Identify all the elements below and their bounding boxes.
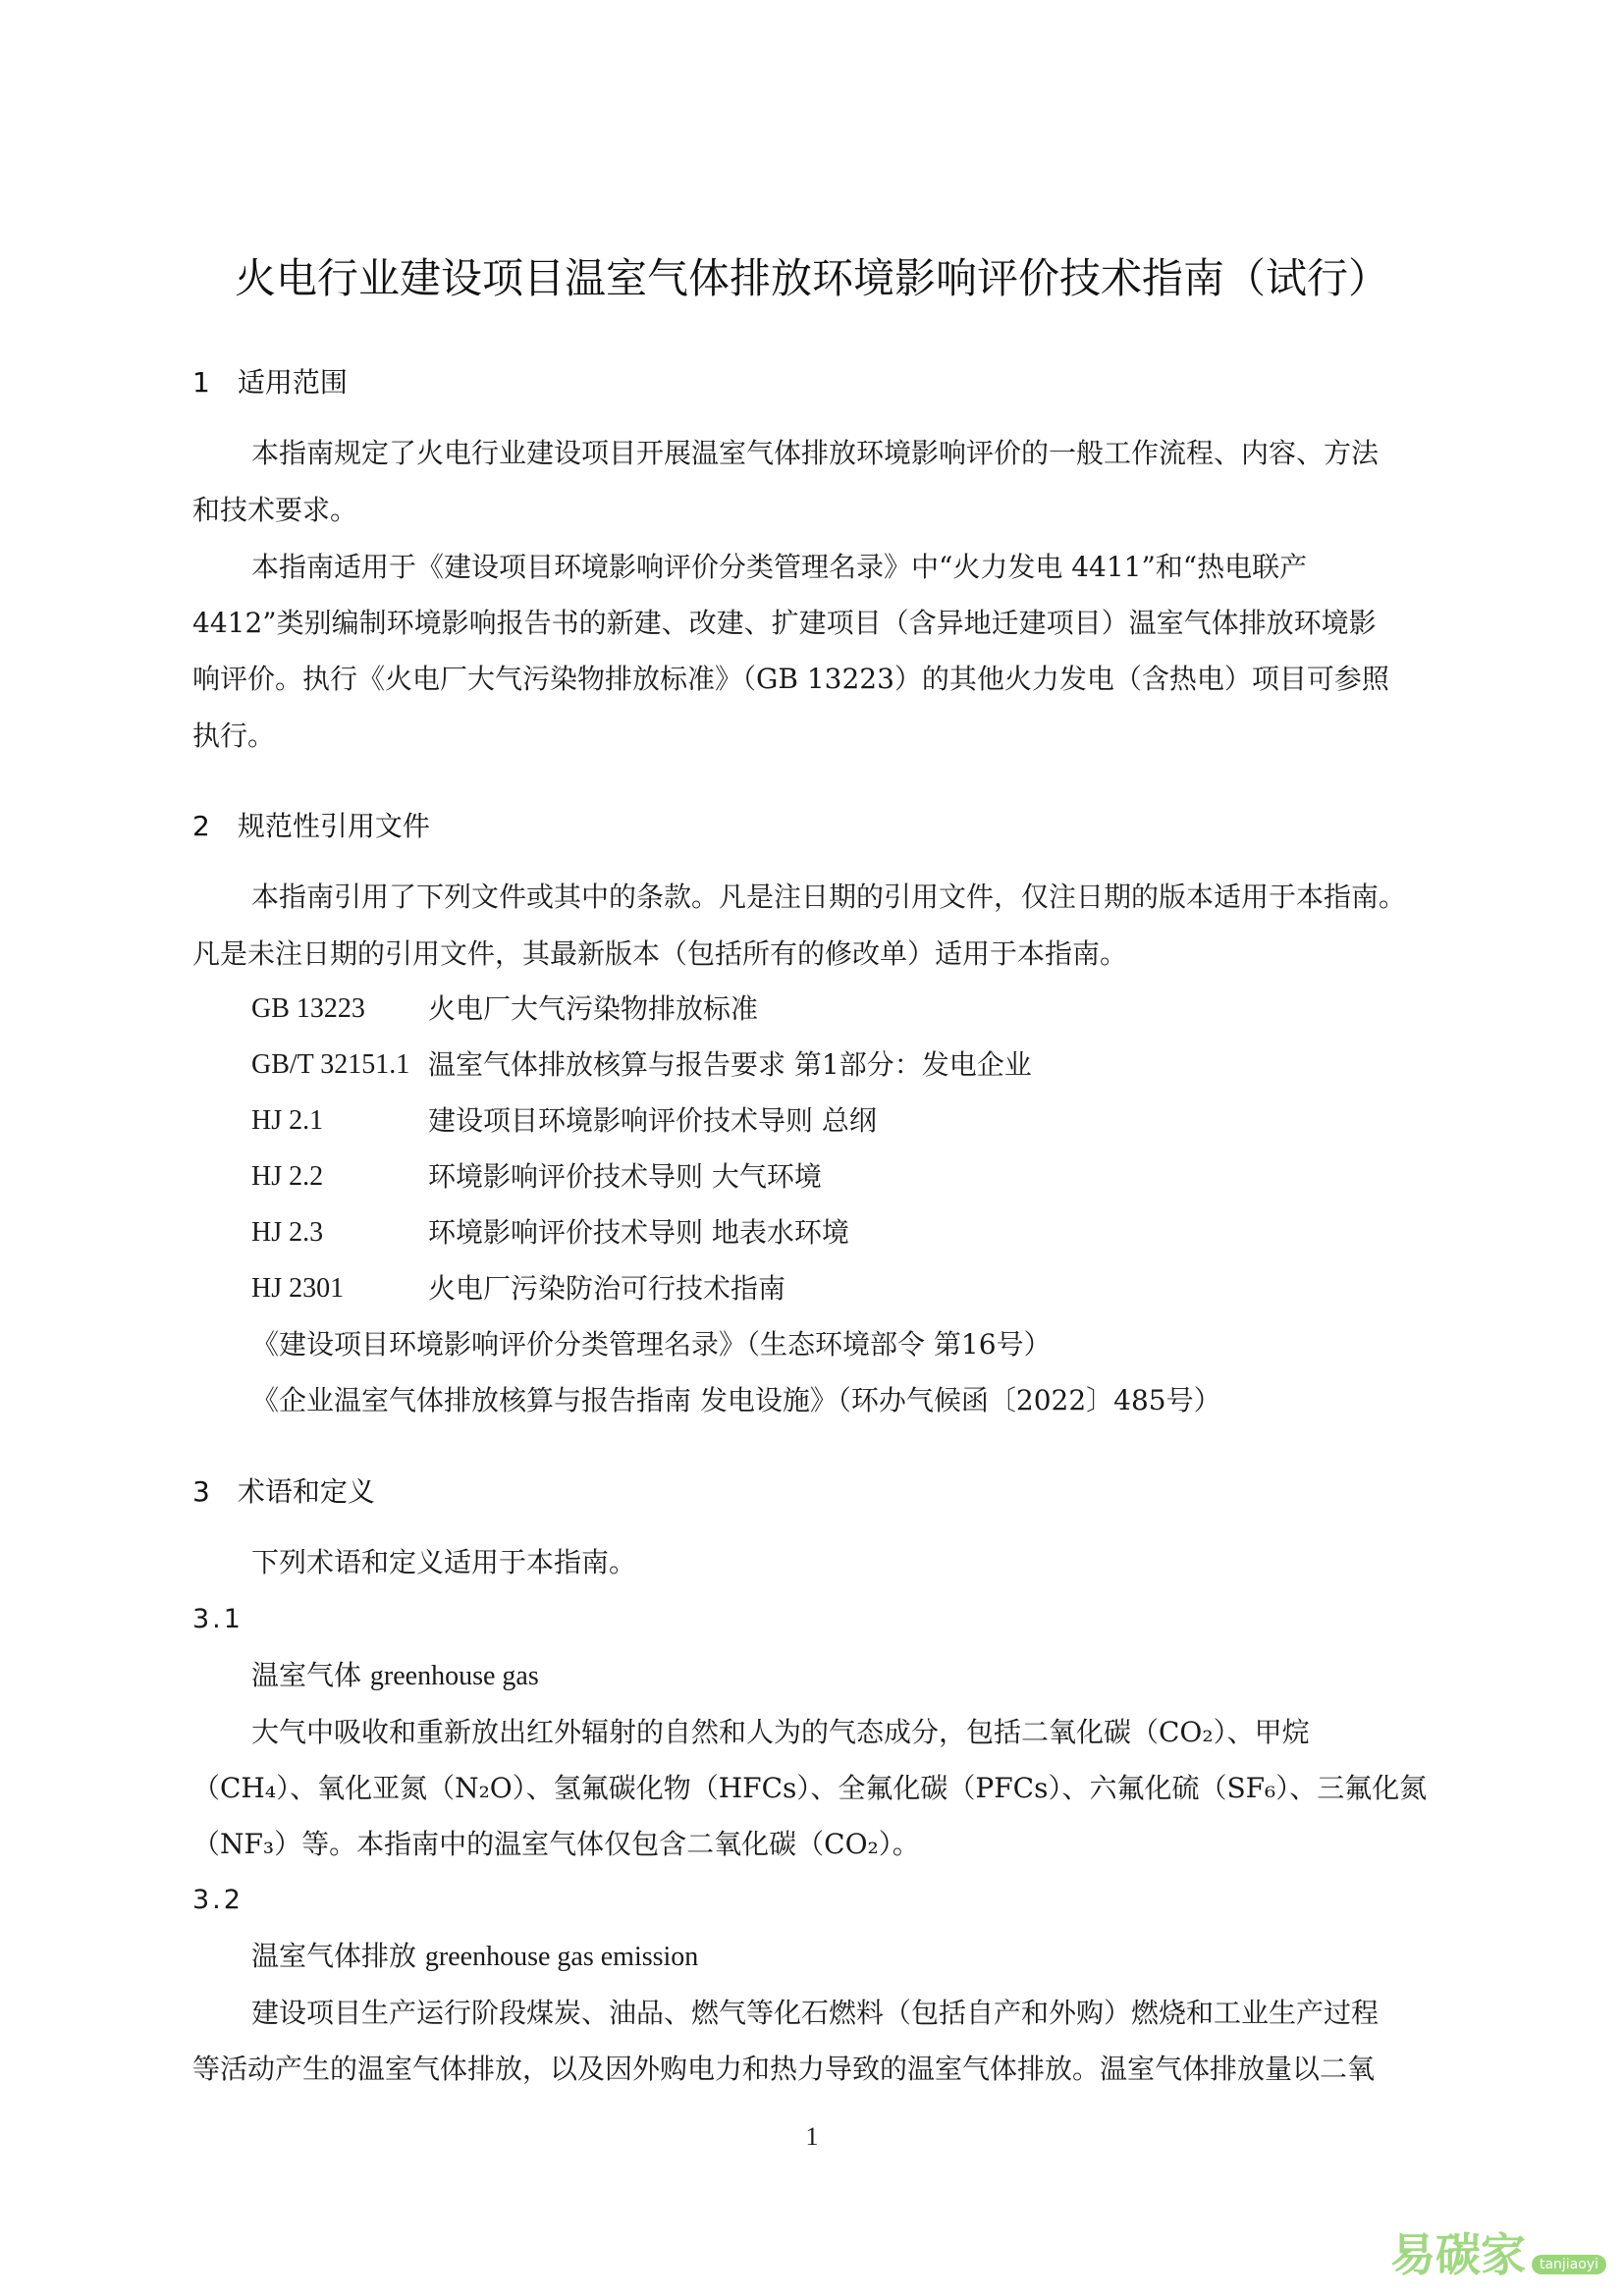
section-3-heading: 3 术语和定义 [192, 1475, 375, 1508]
term-name-en: greenhouse gas emission [424, 1942, 699, 1972]
section-1-heading: 1 适用范围 [192, 366, 348, 399]
ref-code: GB 13223 [251, 993, 365, 1024]
section-2-heading: 2 规范性引用文件 [192, 810, 430, 842]
s1-p2-line1: 本指南适用于《建设项目环境影响评价分类管理名录》中“火力发电 4411”和“热电联产 [251, 551, 1308, 583]
ref-title: 火电厂污染防治可行技术指南 [428, 1272, 786, 1305]
term-number: 3.2 [192, 1885, 244, 1915]
s1-p2-line4: 执行。 [192, 720, 276, 752]
term-def-line2: （CH₄）、氧化亚氮（N₂O）、氢氟碳化物（HFCs）、全氟化碳（PFCs）、六氟化硫（SF₆）、三氟化氮 [192, 1772, 1428, 1804]
s1-p1-line2: 和技术要求。 [192, 494, 358, 526]
page-number: 1 [805, 2122, 819, 2151]
ref-code: GB/T 32151.1 [251, 1049, 410, 1080]
term-number: 3.1 [192, 1604, 244, 1634]
term-name-cn: 温室气体排放 [251, 1940, 417, 1972]
s1-p2-line2: 4412”类别编制环境影响报告书的新建、改建、扩建项目（含异地迁建项目）温室气体排放环境影 [192, 607, 1377, 639]
ref-code: HJ 2301 [251, 1273, 345, 1304]
ref-title: 建设项目环境影响评价技术导则 总纲 [428, 1104, 877, 1137]
ref-doc-2: 《企业温室气体排放核算与报告指南 发电设施》（环办气候函〔2022〕485号） [251, 1384, 1221, 1416]
ref-title: 环境影响评价技术导则 大气环境 [428, 1160, 822, 1193]
s2-p1-line1: 本指南引用了下列文件或其中的条款。凡是注日期的引用文件，仅注日期的版本适用于本指南。 [251, 881, 1407, 913]
watermark-text: 易碳家 [1389, 2228, 1526, 2281]
s1-p2-line3: 响评价。执行《火电厂大气污染物排放标准》（GB 13223）的其他火力发电（含热电）项目可参照 [192, 663, 1389, 695]
term-name [251, 1656, 539, 1696]
term-def-line2: 等活动产生的温室气体排放，以及因外购电力和热力导致的温室气体排放。温室气体排放量以二氧 [192, 2053, 1376, 2085]
term-name-cn: 温室气体 [251, 1659, 362, 1691]
ref-title: 环境影响评价技术导则 地表水环境 [428, 1216, 849, 1249]
ref-code: HJ 2.2 [251, 1161, 324, 1192]
term-def-line1: 建设项目生产运行阶段煤炭、油品、燃气等化石燃料（包括自产和外购）燃烧和工业生产过程 [251, 1997, 1380, 2029]
document-title: 火电行业建设项目温室气体排放环境影响评价技术指南（试行） [234, 254, 1389, 302]
ref-title: 温室气体排放核算与报告要求 第1部分：发电企业 [428, 1048, 1032, 1081]
term-name [251, 1937, 698, 1977]
term-name-en: greenhouse gas [369, 1661, 539, 1691]
ref-code: HJ 2.1 [251, 1105, 324, 1136]
s2-p1-line2: 凡是未注日期的引用文件，其最新版本（包括所有的修改单）适用于本指南。 [192, 937, 1128, 970]
s3-intro: 下列术语和定义适用于本指南。 [251, 1546, 637, 1578]
s1-p1-line1: 本指南规定了火电行业建设项目开展温室气体排放环境影响评价的一般工作流程、内容、方法 [251, 437, 1380, 469]
ref-doc-1: 《建设项目环境影响评价分类管理名录》（生态环境部令 第16号） [251, 1328, 1052, 1361]
ref-title: 火电厂大气污染物排放标准 [428, 992, 759, 1025]
watermark-logo [1390, 2219, 1606, 2284]
ref-code: HJ 2.3 [251, 1217, 324, 1248]
watermark-url: tanjiaoyi [1532, 2255, 1606, 2274]
term-def-line3: （NF₃）等。本指南中的温室气体仅包含二氧化碳（CO₂）。 [192, 1828, 920, 1860]
term-def-line1: 大气中吸收和重新放出红外辐射的自然和人为的气态成分，包括二氧化碳（CO₂）、甲烷 [251, 1716, 1310, 1748]
